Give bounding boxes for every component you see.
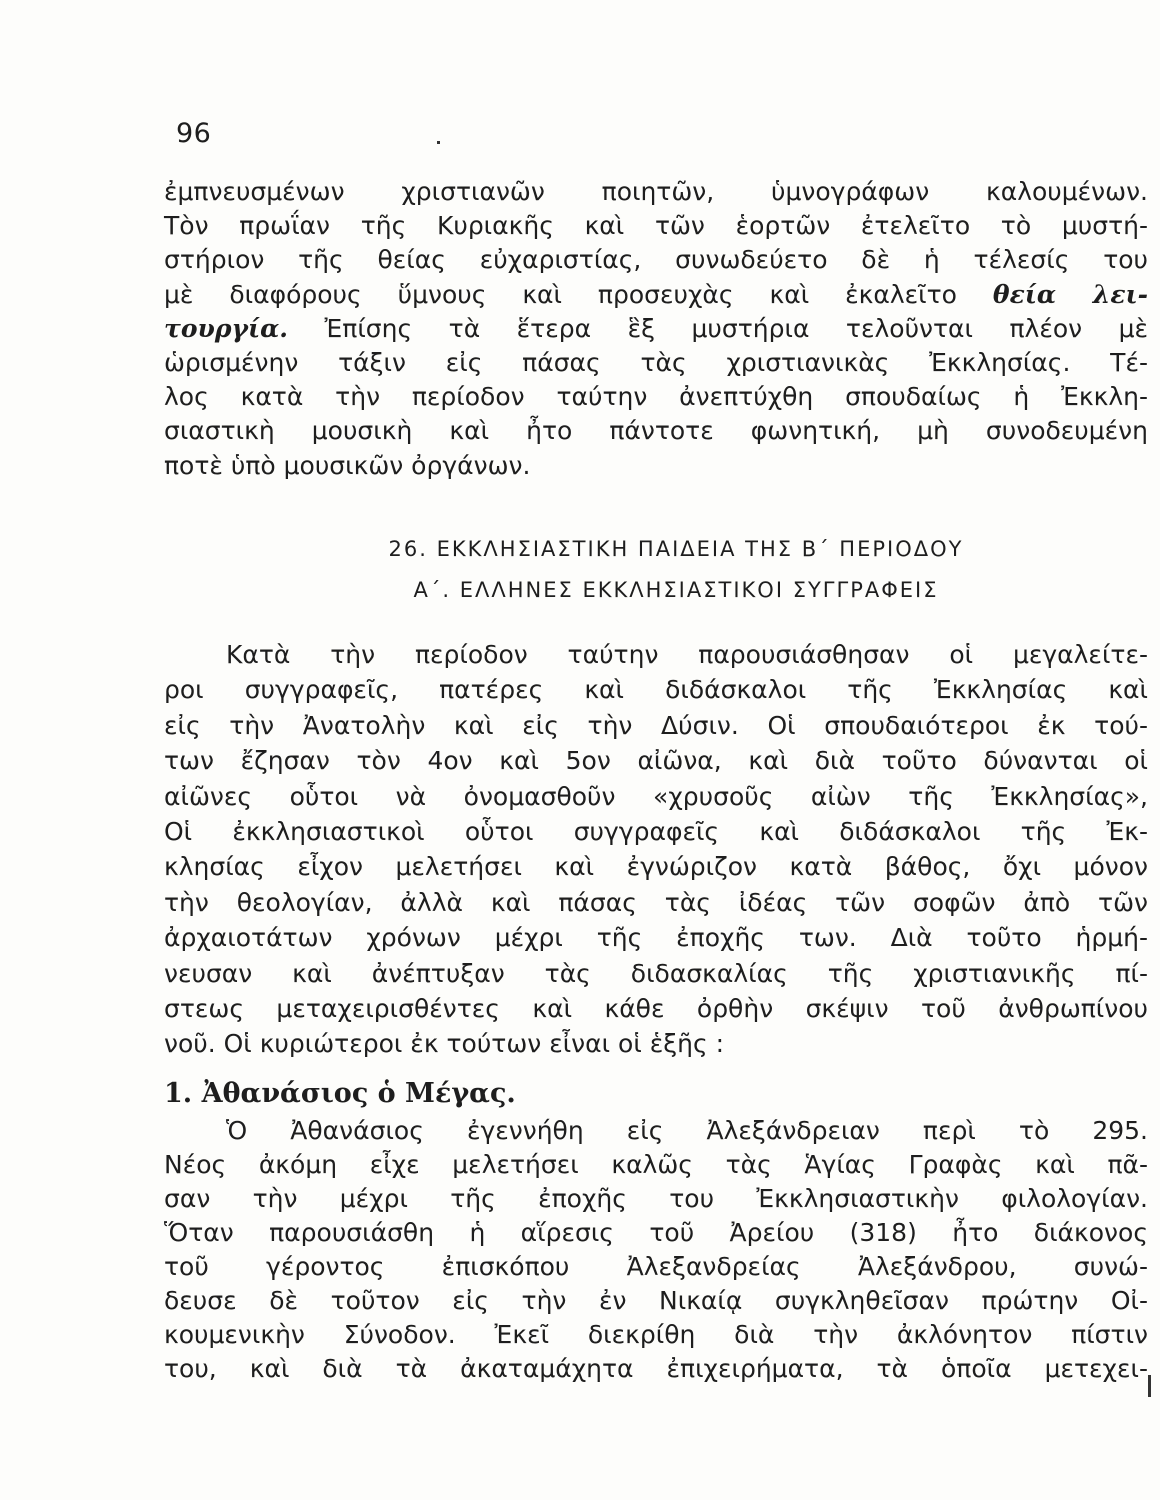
text-line: των ἔζησαν τὸν 4ον καὶ 5ον αἰῶνα, καὶ διὰ τοῦτο δύνανται οἱ — [164, 746, 1148, 776]
text-line: Νέος ἀκόμη εἶχε μελετήσει καλῶς τὰς Ἁγίας Γραφὰς καὶ πᾶ- — [164, 1150, 1148, 1179]
section-subheading: Α΄. ΕΛΛΗΝΕΣ ΕΚΚΛΗΣΙΑΣΤΙΚΟΙ ΣΥΓΓΡΑΦΕΙΣ — [413, 578, 939, 602]
text-line-part: μὲ διαφόρους ὕμνους καὶ προσευχὰς καὶ ἐκαλεῖτο — [164, 279, 957, 309]
text-line: τὴν θεολογίαν, ἀλλὰ καὶ πάσας τὰς ἰδέας τῶν σοφῶν ἀπὸ τῶν — [164, 887, 1148, 917]
text-line: Τὸν πρωΐαν τῆς Κυριακῆς καὶ τῶν ἑορτῶν ἐτελεῖτο τὸ μυστή- — [164, 211, 1148, 241]
text-line: κλησίας εἶχον μελετήσει καὶ ἐγνώριζον κατὰ βάθος, ὄχι μόνον — [164, 852, 1148, 882]
text-line: εἰς τὴν Ἀνατολὴν καὶ εἰς τὴν Δύσιν. Οἱ σπουδαιότεροι ἐκ τού- — [164, 710, 1148, 740]
text-line-with-emphasis — [164, 278, 1148, 312]
paragraph-liturgy — [164, 175, 1148, 483]
text-line: ποτὲ ὑπὸ μουσικῶν ὀργάνων. — [164, 450, 531, 480]
scan-speck — [1148, 1375, 1151, 1397]
paragraph-writers — [164, 637, 1148, 1062]
text-line: νευσαν καὶ ἀνέπτυξαν τὰς διδασκαλίας τῆς χριστιανικῆς πί- — [164, 958, 1148, 988]
subsection-title: 1. Ἀθανάσιος ὁ Μέγας. — [164, 1078, 516, 1109]
text-line: λος κατὰ τὴν περίοδον ταύτην ἀνεπτύχθη σπουδαίως ἡ Ἐκκλη- — [164, 382, 1148, 412]
text-line: Οἱ ἐκκλησιαστικοὶ οὗτοι συγγραφεῖς καὶ διδάσκαλοι τῆς Ἐκ- — [164, 816, 1148, 846]
text-line: σαν τὴν μέχρι τῆς ἐποχῆς του Ἐκκλησιαστικὴν φιλολογίαν. — [164, 1184, 1148, 1213]
paragraph-athanasius — [164, 1114, 1148, 1386]
page-number: 96 — [176, 118, 212, 149]
emphasis-term: θεία λει- — [992, 279, 1148, 309]
text-line: Ὅταν παρουσιάσθη ἡ αἵρεσις τοῦ Ἀρείου (318) ἦτο διάκονος — [164, 1218, 1148, 1247]
text-line: στεως μεταχειρισθέντες καὶ κάθε ὀρθὴν σκέψιν τοῦ ἀνθρωπίνου — [164, 993, 1148, 1023]
emphasis-term: τουργία. — [164, 313, 289, 343]
text-line: ἀρχαιοτάτων χρόνων μέχρι τῆς ἐποχῆς των. Διὰ τοῦτο ἡρμή- — [164, 923, 1148, 953]
text-line: στήριον τῆς θείας εὐχαριστίας, συνωδεύετο δὲ ἡ τέλεσίς του — [164, 245, 1148, 275]
text-line: σιαστικὴ μουσικὴ καὶ ἦτο πάντοτε φωνητική, μὴ συνοδευμένη — [164, 416, 1148, 446]
text-line: ὡρισμένην τάξιν εἰς πάσας τὰς χριστιανικὰς Ἐκκλησίας. Τέ- — [164, 347, 1148, 377]
text-line: ἐμπνευσμένων χριστιανῶν ποιητῶν, ὑμνογράφων καλουμένων. — [164, 177, 1148, 206]
text-line: ροι συγγραφεῖς, πατέρες καὶ διδάσκαλοι τῆς Ἐκκλησίας καὶ — [164, 675, 1148, 705]
text-line: δευσε δὲ τοῦτον εἰς τὴν ἐν Νικαίᾳ συγκληθεῖσαν πρώτην Οἰ- — [164, 1286, 1148, 1315]
text-line: κουμενικὴν Σύνοδον. Ἐκεῖ διεκρίθη διὰ τὴν ἀκλόνητον πίστιν — [164, 1320, 1148, 1349]
text-line-with-emphasis — [164, 312, 1148, 346]
section-heading: 26. ΕΚΚΛΗΣΙΑΣΤΙΚΗ ΠΑΙΔΕΙΑ ΤΗΣ Β΄ ΠΕΡΙΟΔΟΥ — [388, 537, 964, 561]
scan-speck — [437, 141, 440, 144]
text-line: Κατὰ τὴν περίοδον ταύτην παρουσιάσθησαν οἱ μεγαλείτε- — [226, 640, 1148, 669]
text-line: Ὁ Ἀθανάσιος ἐγεννήθη εἰς Ἀλεξάνδρειαν περὶ τὸ 295. — [226, 1116, 1148, 1145]
text-line: νοῦ. Οἱ κυριώτεροι ἐκ τούτων εἶναι οἱ ἑξῆς : — [164, 1029, 725, 1059]
text-line: τοῦ γέροντος ἐπισκόπου Ἀλεξανδρείας Ἀλεξάνδρου, συνώ- — [164, 1252, 1148, 1281]
text-line: του, καὶ διὰ τὰ ἀκαταμάχητα ἐπιχειρήματα, τὰ ὁποῖα μετεχει- — [164, 1354, 1148, 1383]
text-line-part: Ἐπίσης τὰ ἕτερα ἓξ μυστήρια τελοῦνται πλέον μὲ — [324, 313, 1149, 343]
text-line: αἰῶνες οὗτοι νὰ ὀνομασθοῦν «χρυσοῦς αἰὼν τῆς Ἐκκλησίας», — [164, 781, 1148, 811]
